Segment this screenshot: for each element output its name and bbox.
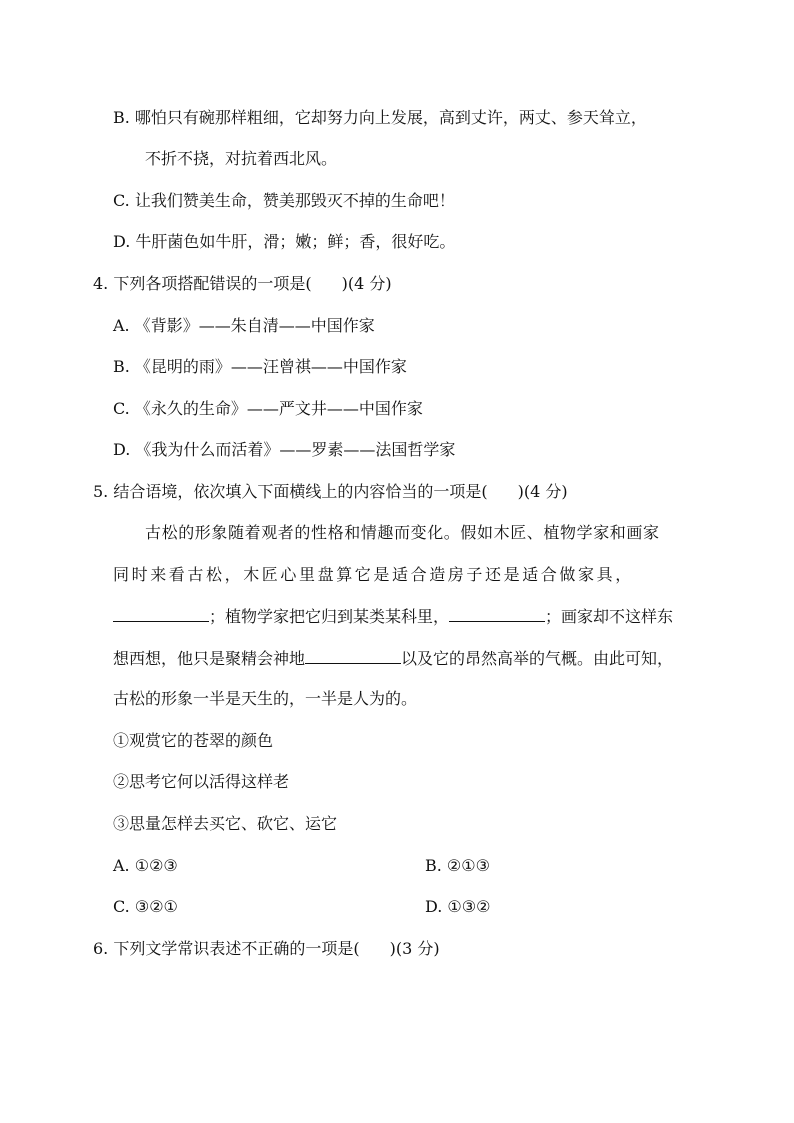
q3-option-b-line1: B. 哪怕只有碗那样粗细，它却努力向上发展，高到丈许，两丈、参天耸立， — [113, 108, 647, 127]
q4-option-c: C. 《永久的生命》——严文井——中国作家 — [113, 399, 423, 418]
q5-stem-suffix: )(4 分) — [517, 482, 568, 501]
q6-stem — [93, 938, 440, 960]
q6-stem-suffix: )(3 分) — [389, 939, 440, 958]
q5-stem-prefix: 5. 结合语境，依次填入下面横线上的内容恰当的一项是( — [93, 482, 488, 501]
q5-blank-3[interactable] — [305, 647, 401, 664]
q5-option-c: C. ③②① — [113, 897, 178, 916]
q4-stem-prefix: 4. 下列各项搭配错误的一项是( — [93, 274, 312, 293]
q5-passage-line2: 同时来看古松，木匠心里盘算它是适合造房子还是适合做家具， — [113, 565, 634, 584]
q5-passage-line5: 古松的形象一半是天生的，一半是人为的。 — [113, 689, 418, 708]
q3-option-c: C. 让我们赞美生命，赞美那毁灭不掉的生命吧！ — [113, 191, 455, 210]
q5-option-b: B. ②①③ — [425, 856, 490, 875]
q4-stem-suffix: )(4 分) — [341, 274, 392, 293]
q4-option-b: B. 《昆明的雨》——汪曾祺——中国作家 — [113, 357, 407, 376]
q5-passage-line4-a: 想西想，他只是聚精会神地 — [113, 649, 306, 668]
q3-option-b-line2: 不折不挠，对抗着西北风。 — [145, 149, 338, 168]
q5-item-2: ②思考它何以活得这样老 — [113, 772, 290, 791]
q5-option-a: A. ①②③ — [113, 856, 178, 875]
q3-option-d: D. 牛肝菌色如牛肝，滑；嫩；鲜；香，很好吃。 — [113, 232, 456, 251]
q5-passage-line3-a: ；植物学家把它归到某类某科里， — [209, 607, 450, 626]
q4-option-d: D. 《我为什么而活着》——罗素——法国哲学家 — [113, 440, 456, 459]
q5-passage-line3-b: ；画家却不这样东 — [545, 607, 674, 626]
q5-option-d: D. ①③② — [425, 897, 491, 916]
q5-blank-1[interactable] — [113, 605, 209, 622]
q5-passage-line4 — [113, 647, 723, 670]
q5-blank-2[interactable] — [449, 605, 545, 622]
q5-stem — [93, 481, 568, 503]
q5-passage-line3 — [113, 605, 723, 628]
q5-item-1: ①观赏它的苍翠的颜色 — [113, 731, 274, 750]
q5-passage-line1: 古松的形象随着观者的性格和情趣而变化。假如木匠、植物学家和画家 — [145, 523, 660, 542]
q5-item-3: ③思量怎样去买它、砍它、运它 — [113, 814, 338, 833]
q5-passage-line4-b: 以及它的昂然高举的气概。由此可知， — [401, 649, 674, 668]
q6-stem-prefix: 6. 下列文学常识表述不正确的一项是( — [93, 939, 360, 958]
q4-stem — [93, 273, 392, 295]
q4-option-a: A. 《背影》——朱自清——中国作家 — [113, 316, 375, 335]
